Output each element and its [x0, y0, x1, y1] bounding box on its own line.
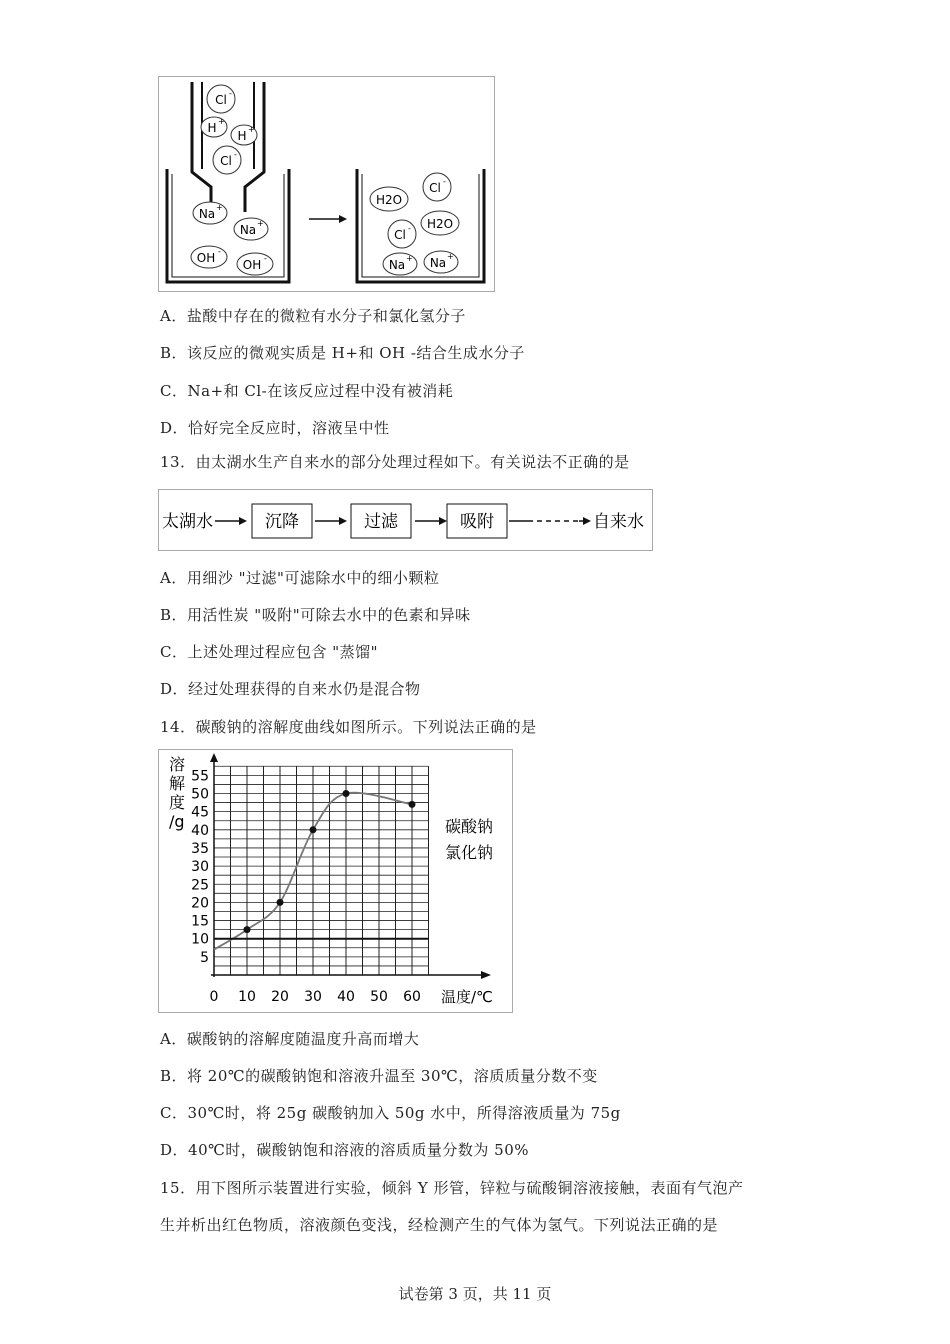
solubility-chart-figure — [158, 749, 513, 1013]
x-axis-title: 温度/℃ — [441, 988, 493, 1006]
q14-option-c: C．30℃时，将 25g 碳酸钠加入 50g 水中，所得溶液质量为 75g — [160, 1104, 621, 1122]
q12-option-a: A．盐酸中存在的微粒有水分子和氯化氢分子 — [160, 307, 466, 325]
y-tick-label: 50 — [191, 786, 209, 803]
q13-option-d: D．经过处理获得的自来水仍是混合物 — [160, 680, 421, 698]
svg-text:H: H — [237, 129, 247, 143]
svg-text:+: + — [248, 125, 255, 134]
ion-h-1 — [201, 117, 227, 137]
y-tick-label: 40 — [191, 822, 209, 839]
y-tick-label: 35 — [191, 840, 209, 857]
svg-text:OH: OH — [196, 251, 216, 265]
svg-text:+: + — [447, 252, 454, 261]
svg-text:+: + — [218, 117, 225, 126]
series-point — [310, 826, 317, 833]
ion-oh-2 — [237, 253, 273, 275]
svg-text:-: - — [234, 150, 237, 159]
ion-na-2 — [234, 218, 268, 240]
flow-end: 自来水 — [593, 512, 644, 532]
neutralization-diagram — [159, 77, 494, 291]
svg-text:Cl: Cl — [215, 93, 227, 107]
x-tick-label: 10 — [238, 989, 256, 1005]
x-tick-label: 60 — [403, 989, 421, 1005]
q14-option-d: D．40℃时，碳酸钠饱和溶液的溶质质量分数为 50% — [160, 1141, 530, 1159]
y-label-char: 溶 — [169, 755, 186, 774]
x-tick-label: 50 — [370, 989, 388, 1005]
x-axis-labels — [210, 988, 493, 1006]
flow-step-3: 吸附 — [460, 512, 494, 532]
y-label-char: 度 — [169, 793, 186, 812]
svg-text:Na: Na — [388, 258, 406, 272]
neutralization-figure — [158, 76, 495, 292]
q13-stem: 13．由太湖水生产自来水的部分处理过程如下。有关说法不正确的是 — [160, 453, 630, 471]
svg-text:Na: Na — [239, 223, 257, 237]
legend-sodium-chloride: 氯化钠 — [445, 843, 494, 862]
y-label-char: /g — [169, 812, 185, 831]
flow-step-1: 沉降 — [265, 512, 299, 532]
series-point — [343, 790, 350, 797]
chart-legend — [445, 817, 493, 862]
svg-text:Cl: Cl — [429, 181, 441, 195]
x-axis-arrow — [481, 971, 491, 979]
y-tick-label: 55 — [191, 768, 209, 785]
y-tick-label: 10 — [191, 931, 209, 948]
svg-text:+: + — [406, 254, 413, 263]
q13-option-a: A．用细沙 "过滤"可滤除水中的细小颗粒 — [160, 569, 440, 587]
y-tick-label: 45 — [191, 804, 209, 821]
q12-option-b: B．该反应的微观实质是 H+和 OH -结合生成水分子 — [160, 344, 525, 362]
q15-line-2: 生并析出红色物质，溶液颜色变浅，经检测产生的气体为氢气。下列说法正确的是 — [160, 1216, 719, 1234]
q14-stem: 14．碳酸钠的溶解度曲线如图所示。下列说法正确的是 — [160, 718, 537, 736]
ion-cl-2 — [213, 146, 241, 174]
y-tick-label: 25 — [191, 877, 209, 894]
svg-text:Cl: Cl — [220, 154, 232, 168]
svg-text:Na: Na — [429, 256, 447, 270]
chart-series — [214, 790, 429, 950]
svg-text:-: - — [264, 254, 267, 263]
molecule-h2o-1 — [370, 187, 408, 211]
q12-option-c: C．Na+和 Cl-在该反应过程中没有被消耗 — [160, 382, 454, 400]
ion-na-3 — [383, 253, 417, 275]
ion-na-1 — [193, 202, 227, 224]
series-point — [277, 899, 284, 906]
water-process-diagram — [159, 490, 652, 550]
ion-oh-1 — [191, 246, 227, 268]
beaker-right — [357, 169, 484, 282]
svg-text:H: H — [207, 121, 217, 135]
svg-text:-: - — [229, 89, 232, 98]
y-tick-label: 5 — [200, 949, 209, 966]
svg-text:-: - — [443, 177, 446, 186]
q14-option-a: A．碳酸钠的溶解度随温度升高而增大 — [160, 1030, 420, 1048]
svg-text:+: + — [257, 219, 264, 228]
svg-text:OH: OH — [242, 258, 262, 272]
x-tick-label: 30 — [304, 989, 322, 1005]
y-label-char: 解 — [169, 774, 186, 793]
q14-option-b: B．将 20℃的碳酸钠饱和溶液升温至 30℃，溶质质量分数不变 — [160, 1067, 598, 1085]
svg-text:-: - — [408, 224, 411, 233]
q13-option-c: C．上述处理过程应包含 "蒸馏" — [160, 643, 379, 661]
y-axis-arrow — [210, 753, 218, 762]
series-point — [409, 801, 416, 808]
y-tick-label: 15 — [191, 913, 209, 930]
svg-text:Cl: Cl — [394, 228, 406, 242]
q13-option-b: B．用活性炭 "吸附"可除去水中的色素和异味 — [160, 606, 471, 624]
svg-text:+: + — [216, 203, 223, 212]
ion-cl-3 — [423, 173, 451, 201]
y-tick-label: 20 — [191, 895, 209, 912]
y-tick-label: 30 — [191, 859, 209, 876]
flow-start: 太湖水 — [162, 512, 213, 532]
chart-grid — [214, 766, 429, 975]
ion-h-2 — [231, 125, 257, 145]
ion-cl-1 — [207, 85, 235, 113]
q15-line-1: 15．用下图所示装置进行实验，倾斜 Y 形管，锌粒与硫酸铜溶液接触，表面有气泡产 — [160, 1179, 744, 1197]
svg-text:H2O: H2O — [426, 217, 454, 231]
x-tick-label: 0 — [209, 989, 219, 1005]
series-point — [244, 926, 251, 933]
x-tick-label: 20 — [271, 989, 289, 1005]
water-process-figure — [158, 489, 653, 551]
molecule-h2o-2 — [421, 211, 459, 235]
x-tick-label: 40 — [337, 989, 355, 1005]
page-footer: 试卷第 3 页，共 11 页 — [398, 1285, 552, 1303]
ion-na-4 — [424, 251, 458, 273]
solubility-chart — [159, 750, 512, 1012]
legend-sodium-carbonate: 碳酸钠 — [445, 817, 494, 836]
y-axis-labels — [169, 755, 209, 966]
svg-text:-: - — [218, 247, 221, 256]
flow-step-2: 过滤 — [364, 512, 398, 532]
svg-text:Na: Na — [198, 207, 216, 221]
q12-option-d: D．恰好完全反应时，溶液呈中性 — [160, 419, 390, 437]
svg-text:H2O: H2O — [375, 193, 403, 207]
ion-cl-4 — [388, 220, 416, 248]
